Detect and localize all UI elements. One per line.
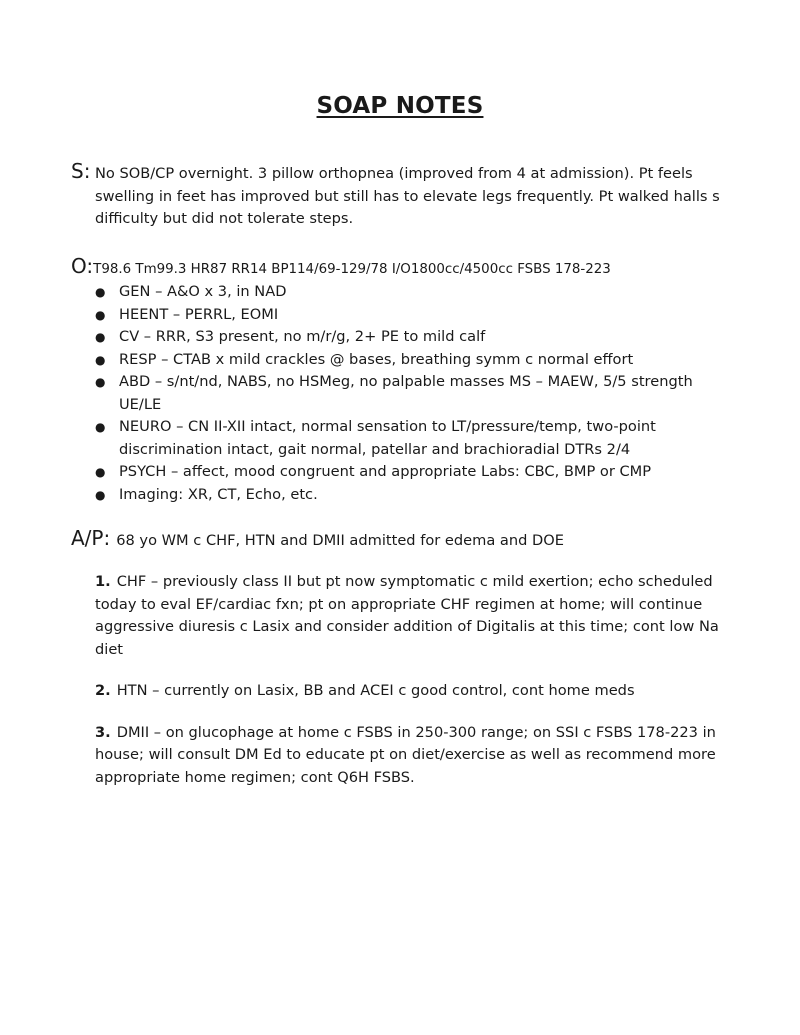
bullet-icon: ● [95, 307, 106, 322]
bullet-icon: ● [95, 352, 106, 367]
subjective-header: S: [71, 159, 91, 183]
subjective-text: No SOB/CP overnight. 3 pillow orthopnea (improved from 4 at admission). Pt feels swelling in feet has improved but still has to elevate legs frequently. Pt walked halls s difficulty but did not tolerate steps. [95, 165, 720, 227]
list-item-text: HEENT – PERRL, EOMI [119, 305, 279, 323]
bullet-icon: ● [95, 285, 106, 299]
plan-item-text: DMII – on glucophage at home c FSBS in 250-300 range; on SSI c FSBS 178-223 in house; will consult DM Ed to educate pt on diet/exercise as well as recommend more appropriate home regimen; cont Q6H FSBS. [95, 723, 716, 786]
list-item [95, 304, 731, 327]
list-item-text: NEURO – CN II-XII intact, normal sensation to LT/pressure/temp, two-point discrimination intact, gait normal, patellar and brachioradial DTRs 2/4 [119, 418, 656, 458]
plan-item-number: 2. [95, 682, 111, 699]
objective-section [71, 255, 731, 506]
list-item-text: RESP – CTAB x mild crackles @ bases, breathing symm c normal effort [119, 350, 634, 368]
assessment-plan-section [71, 527, 731, 789]
bullet-icon: ● [95, 420, 106, 434]
objective-vitals-line [71, 255, 731, 281]
plan-item-number: 3. [95, 723, 111, 741]
bullet-icon: ● [95, 487, 106, 502]
list-item-text: Imaging: XR, CT, Echo, etc. [119, 485, 318, 503]
list-item [95, 281, 731, 304]
bullet-icon: ● [95, 330, 106, 344]
list-item [95, 326, 731, 349]
subjective-section [71, 160, 731, 231]
objective-list [95, 281, 731, 506]
list-item-text: ABD – s/nt/nd, NABS, no HSMeg, no palpable masses MS – MAEW, 5/5 strength UE/LE [119, 373, 693, 413]
assessment-summary-line [71, 527, 731, 552]
subjective-paragraph [71, 159, 731, 231]
list-item [95, 484, 731, 507]
bullet-icon: ● [95, 375, 106, 389]
plan-item [95, 571, 731, 661]
plan-item-number: 1. [95, 573, 111, 590]
objective-header: O: [71, 254, 94, 278]
list-item [95, 371, 731, 416]
list-item-text: PSYCH – affect, mood congruent and appropriate Labs: CBC, BMP or CMP [119, 463, 652, 480]
assessment-plan-header: A/P: [71, 526, 111, 550]
assessment-summary: 68 yo WM c CHF, HTN and DMII admitted for edema and DOE [116, 532, 564, 549]
list-item [95, 416, 731, 461]
plan-item-text: HTN – currently on Lasix, BB and ACEI c good control, cont home meds [116, 682, 635, 699]
plan-item-text: CHF – previously class II but pt now symptomatic c mild exertion; echo scheduled today to eval EF/cardiac fxn; pt on appropriate CHF regimen at home; will continue aggressive diuresis c Lasix and consider addition of Digitalis at this time; cont low Na diet [95, 573, 719, 658]
list-item-text: GEN – A&O x 3, in NAD [119, 283, 287, 300]
list-item-text: CV – RRR, S3 present, no m/r/g, 2+ PE to mild calf [119, 328, 486, 345]
bullet-icon: ● [95, 465, 106, 479]
plan-item [95, 722, 731, 790]
list-item [95, 461, 731, 484]
page-title: SOAP NOTES [316, 93, 484, 119]
plan-item [95, 680, 731, 703]
objective-vitals: T98.6 Tm99.3 HR87 RR14 BP114/69-129/78 I/O1800cc/4500cc FSBS 178-223 [93, 262, 611, 277]
list-item [95, 349, 731, 372]
